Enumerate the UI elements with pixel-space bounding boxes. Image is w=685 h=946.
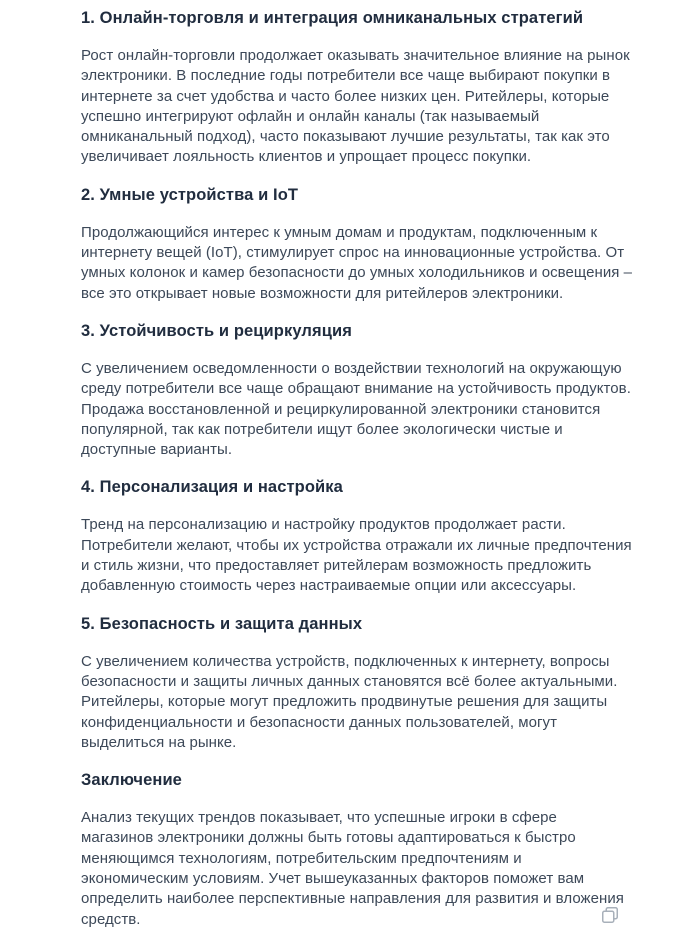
section-paragraph: Анализ текущих трендов показывает, что успешные игроки в сфере магазинов электроники должны быть готовы адаптироваться к быстро меняющимся технологиям, потребительским предпочтениям и экономическим условиям. Учет вышеуказанных факторов поможет вам определить наиболее перспективные направления для развития и вложения средств. bbox=[81, 809, 624, 928]
document-section bbox=[81, 613, 633, 753]
section-heading: 3. Устойчивость и рециркуляция bbox=[81, 321, 352, 340]
section-heading: 2. Умные устройства и IoT bbox=[81, 185, 299, 204]
section-paragraph: С увеличением количества устройств, подключенных к интернету, вопросы безопасности и защиты личных данных становятся всё более актуальными. Ритейлеры, которые могут предложить продвинутые решения для защиты конфиденциальности и безопасности данных пользователей, могут выделиться на рынке. bbox=[81, 652, 618, 751]
section-heading: 1. Онлайн-торговля и интеграция омниканальных стратегий bbox=[81, 9, 584, 27]
section-paragraph: Продолжающийся интерес к умным домам и продуктам, подключенным к интернету вещей (IoT), стимулирует спрос на инновационные устройства. От умных колонок и камер безопасности до умных холодильников и освещения – все это открывает новые возможности для ритейлеров электроники. bbox=[81, 223, 633, 302]
section-heading: 5. Безопасность и защита данных bbox=[81, 614, 363, 633]
section-paragraph: Рост онлайн-торговли продолжает оказывать значительное влияние на рынок электроники. В последние годы потребители все чаще выбирают покупки в интернете за счет удобства и часто более низких цен. Ритейлеры, которые успешно интегрируют офлайн и онлайн каналы (так называемый омниканальный подход), часто показывают лучшие результаты, так как это увеличивает лояльность клиентов и упрощает процесс покупки. bbox=[81, 47, 630, 166]
section-heading: 4. Персонализация и настройка bbox=[81, 478, 343, 497]
section-paragraph: С увеличением осведомленности о воздействии технологий на окружающую среду потребители все чаще обращают внимание на устойчивость продуктов. Продажа восстановленной и рециркулированной электроники становится популярной, так как потребители ищут более экологически чистые и доступные варианты. bbox=[81, 359, 631, 459]
document-section bbox=[81, 184, 633, 304]
document-section bbox=[81, 7, 633, 168]
document-section bbox=[81, 769, 633, 930]
section-paragraph: Тренд на персонализацию и настройку продуктов продолжает расти. Потребители желают, чтобы их устройства отражали их личные предпочтения и стиль жизни, что предоставляет ритейлерам возможность предложить добавленную стоимость через настраиваемые опции или аксессуары. bbox=[81, 516, 632, 595]
document-section bbox=[81, 320, 633, 460]
copy-icon bbox=[601, 906, 619, 924]
document-section bbox=[81, 476, 633, 596]
copy-button[interactable] bbox=[601, 906, 619, 924]
section-heading: Заключение bbox=[81, 771, 182, 790]
document-body bbox=[81, 7, 633, 946]
